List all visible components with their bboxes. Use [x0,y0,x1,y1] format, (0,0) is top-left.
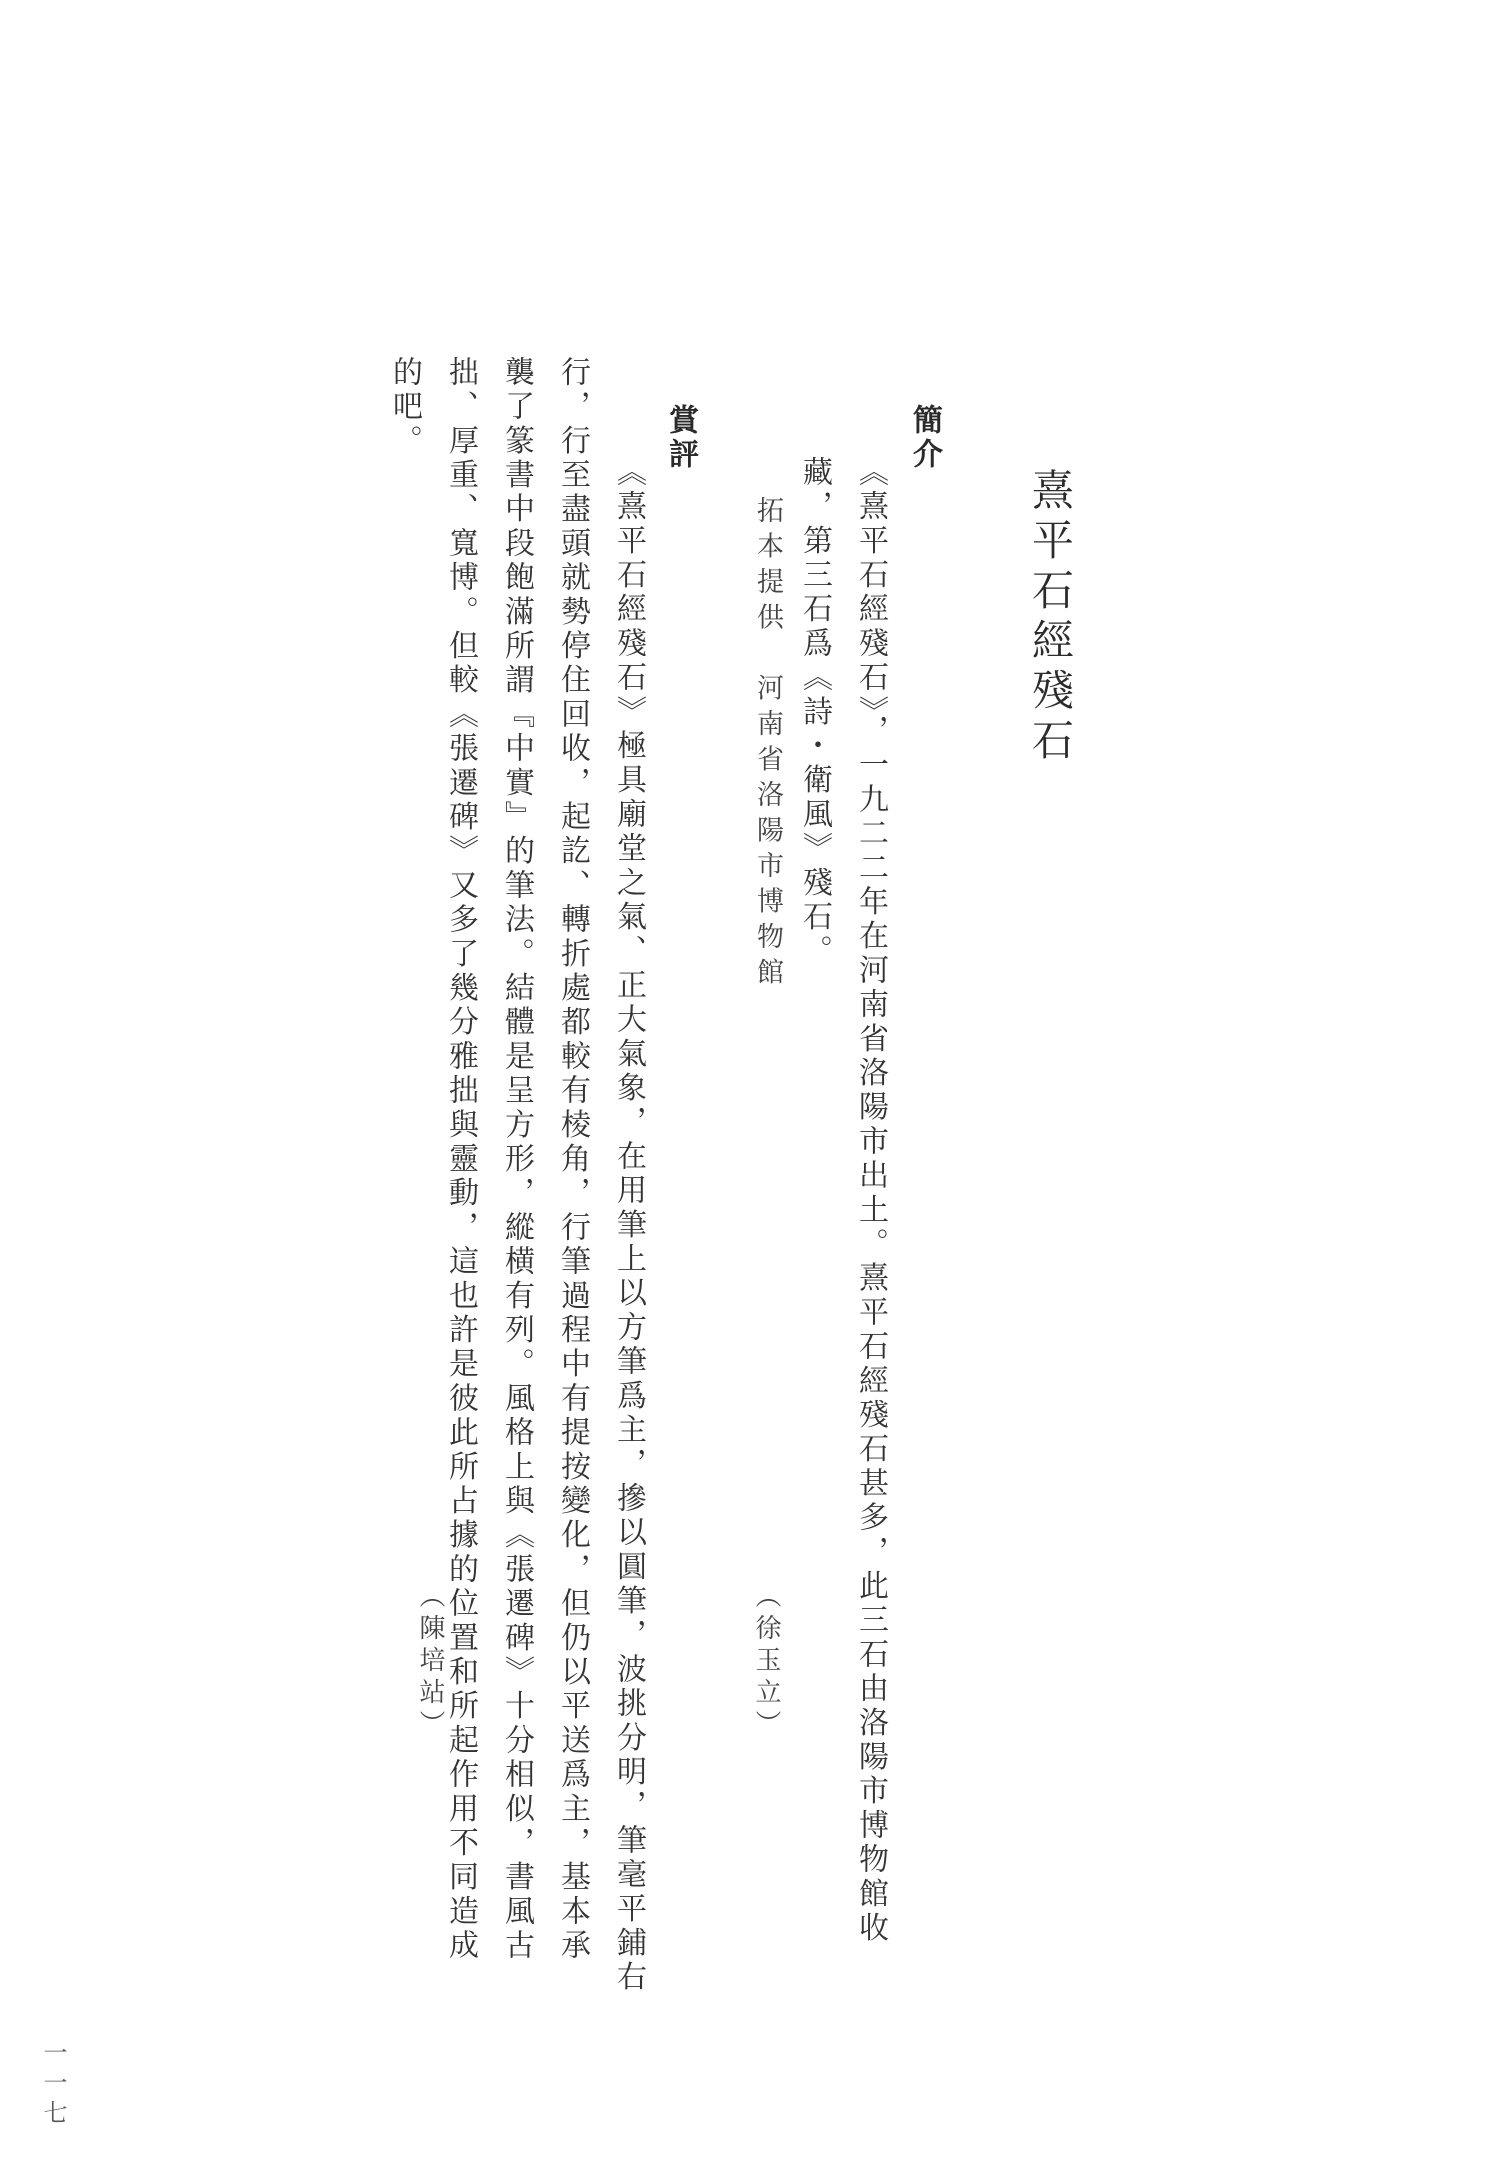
intro-line-1: 《熹平石經殘石》，一九二二年在河南省洛陽市出土。熹平石經殘石甚多，此三石由洛陽市博物館收 [853,456,888,1946]
review-line-2: 行，行至盡頭就勢停住回收，起訖、轉折處都較有棱角，行筆過程中有提按變化，但仍以平送爲主，基本承 [555,356,590,1964]
review-heading: 賞評 [663,404,698,472]
review-line-5: 的吧。 [387,356,422,459]
review-line-4: 拙、厚重、寬博。但較《張遷碑》又多了幾分雅拙與靈動，這也許是彼此所占據的位置和所起作用不同造成 [443,356,478,1964]
review-author: （陳培站） [415,1582,445,1742]
page-title: 熹平石經殘石 [1026,468,1075,768]
page-number: 一一七 [39,2040,67,2130]
rubbing-source-credit: 拓本提供 河南省洛陽市博物館 [752,496,783,993]
intro-heading: 簡介 [907,404,942,472]
review-line-1: 《熹平石經殘石》極具廟堂之氣、正大氣象，在用筆上以方筆爲主，摻以圓筆，波挑分明，筆毫平鋪右 [611,456,646,1995]
intro-author: （徐玉立） [751,1582,781,1742]
intro-line-2: 藏，第三石爲《詩・衛風》殘石。 [797,456,832,969]
review-line-3: 襲了篆書中段飽滿所謂『中實』的筆法。結體是呈方形，縱横有列。風格上與《張遷碑》十分相似，書風古 [499,356,534,1964]
